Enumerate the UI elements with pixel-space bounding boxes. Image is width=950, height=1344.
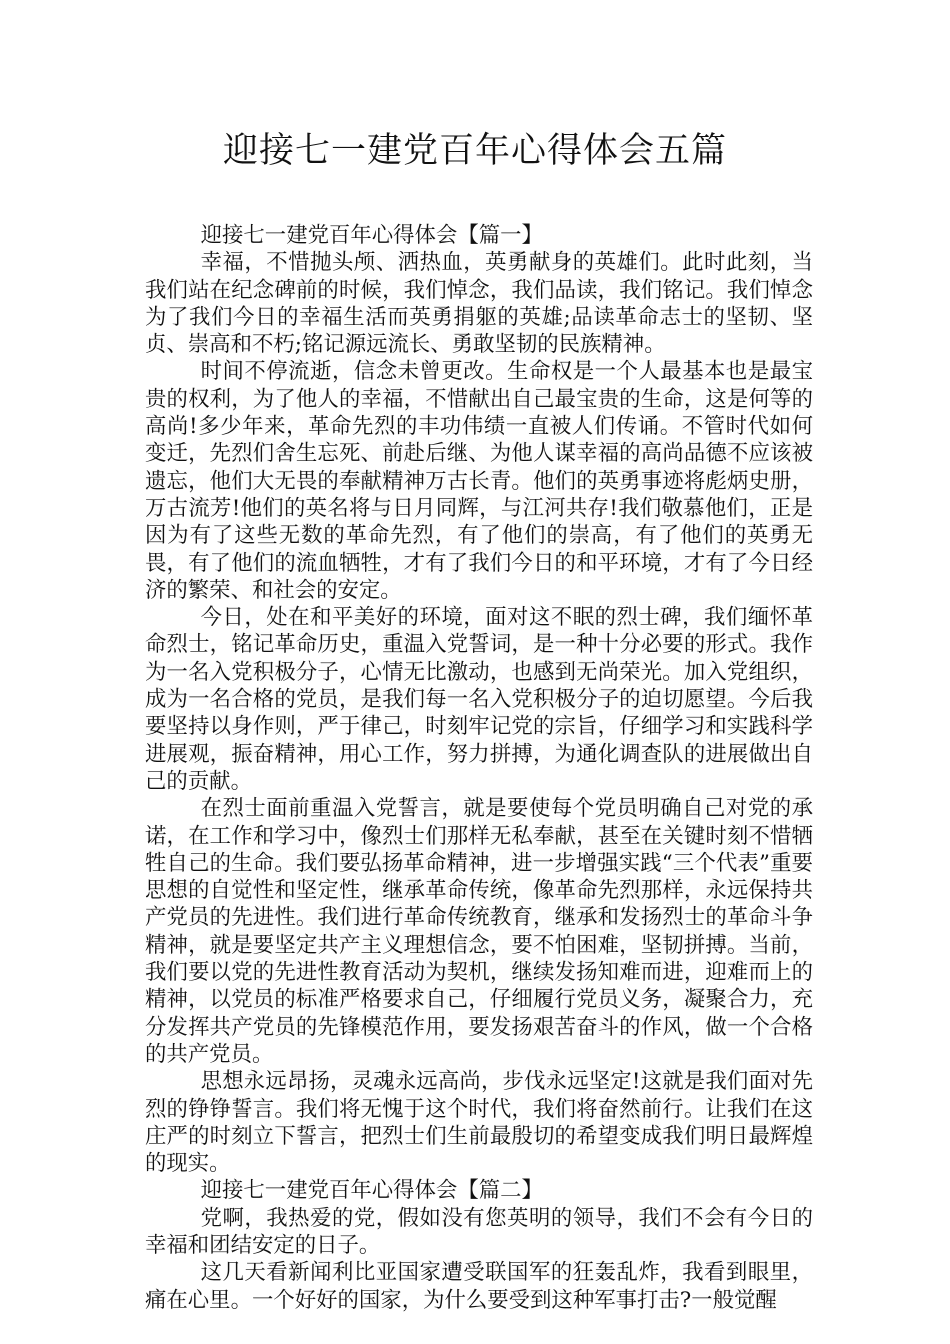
section-heading-2: 迎接七一建党百年心得体会【篇二】 [200, 1178, 543, 1204]
document-title: 迎接七一建党百年心得体会五篇 [222, 131, 727, 171]
section-heading-1: 迎接七一建党百年心得体会【篇一】 [200, 223, 543, 248]
paragraph: 党啊，我热爱的党，假如没有您英明的领导，我们不会有今日的幸福和团结安定的日子。 [145, 1205, 813, 1258]
paragraph: 时间不停流逝，信念未曾更改。生命权是一个人最基本也是最宝贵的权利，为了他人的幸福，不惜献出自己最宝贵的生命，这是何等的高尚!多少年来，革命先烈的丰功伟绩一直被人们传诵。不管时代如何变迁，先烈们舍生忘死、前赴后继、为他人谋幸福的高尚品德不应该被遗忘，他们大无畏的奉献精神万古长青。他们的英勇事迹将彪炳史册，万古流芳!他们的英名将与日月同辉，与江河共存!我们敬慕他们，正是因为有了这些无数的革命先烈，有了他们的崇高，有了他们的英勇无畏，有了他们的流血牺牲，才有了我们今日的和平环境，才有了今日经济的繁荣、和社会的安定。 [145, 359, 813, 603]
paragraph: 这几天看新闻利比亚国家遭受联国军的狂轰乱炸，我看到眼里，痛在心里。一个好好的国家，为什么要受到这种军事打击?一般觉醒 [145, 1260, 813, 1313]
paragraph: 思想永远昂扬，灵魂永远高尚，步伐永远坚定!这就是我们面对先烈的铮铮誓言。我们将无愧于这个时代，我们将奋然前行。让我们在这庄严的时刻立下誓言，把烈士们生前最殷切的希望变成我们明日最辉煌的现实。 [145, 1069, 813, 1177]
paragraph: 在烈士面前重温入党誓言，就是要使每个党员明确自己对党的承诺，在工作和学习中，像烈士们那样无私奉献，甚至在关键时刻不惜牺牲自己的生命。我们要弘扬革命精神，进一步增强实践“三个代表”重要思想的自觉性和坚定性，继承革命传统，像革命先烈那样，永远保持共产党员的先进性。我们进行革命传统教育，继承和发扬烈士的革命斗争精神，就是要坚定共产主义理想信念，要不怕困难，坚韧拼搏。当前，我们要以党的先进性教育活动为契机，继续发扬知难而进，迎难而上的精神，以党员的标准严格要求自己，仔细履行党员义务，凝聚合力，充分发挥共产党员的先锋模范作用，要发扬艰苦奋斗的作风，做一个合格的共产党员。 [145, 796, 813, 1067]
paragraph: 幸福，不惜抛头颅、洒热血，英勇献身的英雄们。此时此刻，当我们站在纪念碑前的时候，我们悼念，我们品读，我们铭记。我们悼念为了我们今日的幸福生活而英勇捐躯的英雄;品读革命志士的坚韧、坚贞、崇高和不朽;铭记源远流长、勇敢坚韧的民族精神。 [145, 250, 813, 358]
document-body [145, 222, 813, 1314]
paragraph: 今日，处在和平美好的环境，面对这不眠的烈士碑，我们缅怀革命烈士，铭记革命历史，重温入党誓词，是一种十分必要的形式。我作为一名入党积极分子，心情无比激动，也感到无尚荣光。加入党组织，成为一名合格的党员，是我们每一名入党积极分子的迫切愿望。今后我要坚持以身作则，严于律己，时刻牢记党的宗旨，仔细学习和实践科学进展观，振奋精神，用心工作，努力拼搏，为通化调查队的进展做出自己的贡献。 [145, 605, 813, 794]
